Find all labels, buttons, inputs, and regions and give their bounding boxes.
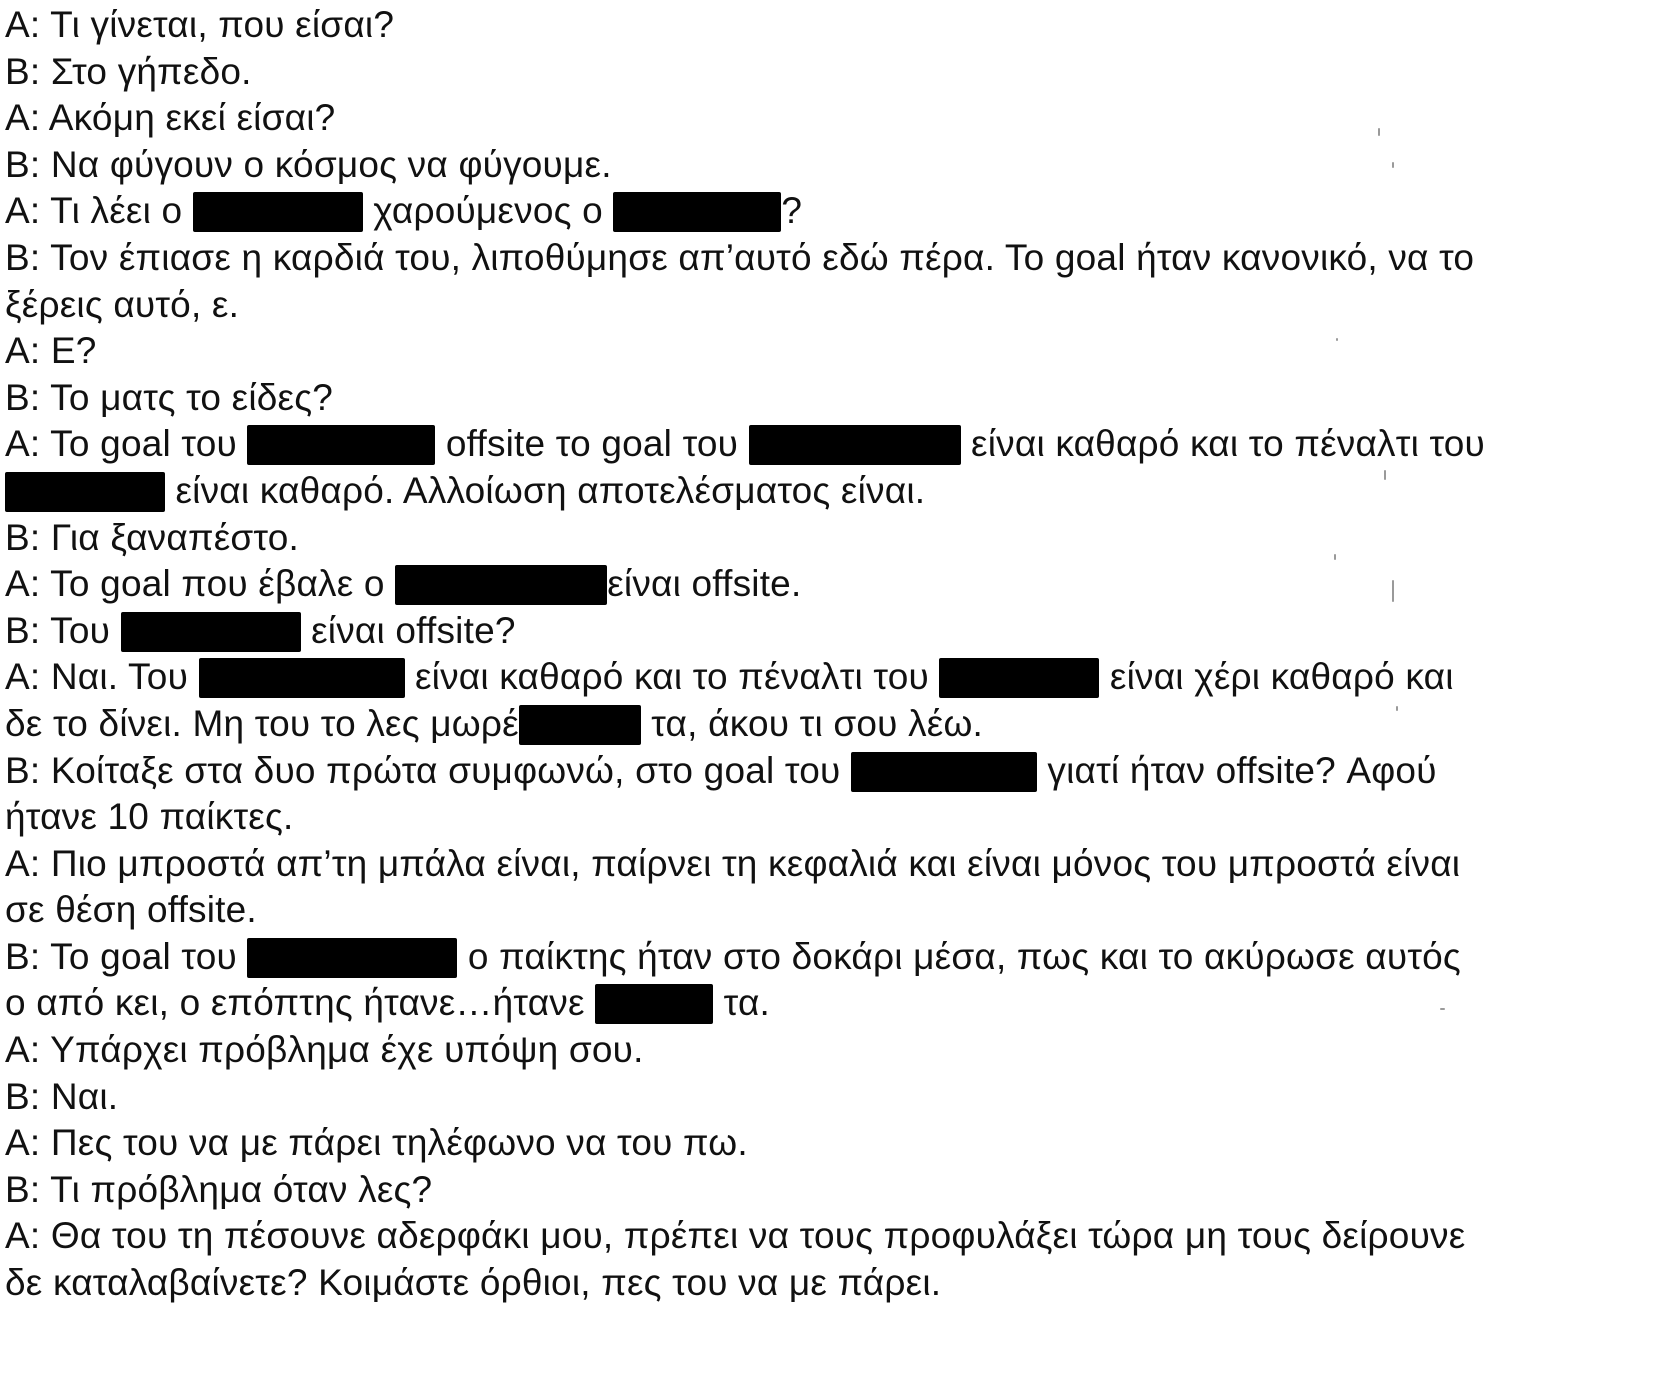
redaction-bar — [613, 192, 781, 232]
line-text: είναι offsite. — [607, 563, 802, 605]
line-text: Α: Το goal που έβαλε ο — [5, 563, 396, 605]
line-text: χαρούμενος ο — [362, 190, 614, 232]
line-text: Α: Υπάρχει πρόβλημα έχε υπόψη σου. — [5, 1029, 644, 1071]
transcript-line — [5, 142, 1645, 189]
transcript-line — [5, 515, 1645, 562]
scan-speck — [1378, 128, 1380, 136]
transcript-line — [5, 421, 1645, 468]
line-text: ? — [781, 190, 803, 232]
line-text: δε καταλαβαίνετε? Κοιμάστε όρθιοι, πες του να με πάρει. — [5, 1262, 942, 1304]
line-text: Α: Θα του τη πέσουνε αδερφάκι μου, πρέπει να τους προφυλάξει τώρα μη τους δείρουνε — [5, 1215, 1466, 1257]
line-text: είναι offsite? — [300, 609, 516, 651]
redaction-bar — [5, 472, 165, 512]
line-text: Β: Το goal του — [5, 935, 248, 977]
redaction-bar — [939, 658, 1099, 698]
transcript-line — [5, 2, 1645, 49]
line-text: είναι χέρι καθαρό και — [1099, 656, 1454, 698]
transcript-line — [5, 748, 1645, 795]
transcript-line — [5, 468, 1645, 515]
line-text: Β: Ναι. — [5, 1075, 119, 1117]
line-text: Α: Τι λέει ο — [5, 190, 193, 232]
scan-speck — [1396, 706, 1398, 711]
transcript-line — [5, 608, 1645, 655]
transcript-line — [5, 561, 1645, 608]
transcript-line — [5, 980, 1645, 1027]
line-text: τα, άκου τι σου λέω. — [640, 702, 984, 744]
line-text: Β: Στο γήπεδο. — [5, 50, 252, 92]
transcript-line — [5, 375, 1645, 422]
line-text: ο από κει, ο επόπτης ήτανε…ήτανε — [5, 982, 596, 1024]
line-text: Α: Ακόμη εκεί είσαι? — [5, 97, 336, 139]
redaction-bar — [851, 752, 1037, 792]
line-text: ήτανε 10 παίκτες. — [5, 796, 294, 838]
transcript-line — [5, 1260, 1645, 1307]
transcript-line — [5, 841, 1645, 888]
transcript-line — [5, 188, 1645, 235]
scan-speck — [1336, 338, 1338, 341]
line-text: Α: Ναι. Του — [5, 656, 199, 698]
transcript-line — [5, 794, 1645, 841]
line-text: Α: Τι γίνεται, που είσαι? — [5, 4, 395, 45]
transcript — [5, 2, 1645, 1307]
transcript-line — [5, 1027, 1645, 1074]
redaction-bar — [595, 984, 713, 1024]
transcript-line — [5, 654, 1645, 701]
redaction-bar — [193, 192, 363, 232]
transcript-line — [5, 95, 1645, 142]
line-text: ο παίκτης ήταν στο δοκάρι μέσα, πως και το ακύρωσε αυτός — [457, 935, 1461, 977]
transcript-line — [5, 887, 1645, 934]
line-text: Β: Τι πρόβλημα όταν λες? — [5, 1168, 433, 1210]
line-text: τα. — [713, 982, 771, 1024]
line-text: γιατί ήταν offsite? Αφού — [1036, 749, 1437, 791]
line-text: offsite το goal του — [435, 423, 749, 465]
line-text: Β: Του — [5, 609, 121, 651]
line-text: Α: Πιο μπροστά απ’τη μπάλα είναι, παίρνει τη κεφαλιά και είναι μόνος του μπροστά είναι — [5, 842, 1461, 884]
scan-speck — [1392, 580, 1394, 602]
scan-speck — [1392, 162, 1394, 168]
redaction-bar — [519, 705, 641, 745]
transcript-line — [5, 1213, 1645, 1260]
redaction-bar — [247, 938, 457, 978]
transcript-line — [5, 282, 1645, 329]
line-text: είναι καθαρό και το πέναλτι του — [960, 423, 1485, 465]
transcript-line — [5, 1120, 1645, 1167]
redaction-bar — [199, 658, 405, 698]
line-text: Β: Για ξαναπέστο. — [5, 516, 299, 558]
line-text: δε το δίνει. Μη του το λες μωρέ — [5, 702, 519, 744]
transcript-line — [5, 235, 1645, 282]
line-text: Α: Πες του να με πάρει τηλέφωνο να του πω. — [5, 1122, 748, 1164]
transcript-line — [5, 328, 1645, 375]
line-text: Β: Τον έπιασε η καρδιά του, λιποθύμησε απ’αυτό εδώ πέρα. Το goal ήταν κανονικό, να το — [5, 236, 1475, 278]
redaction-bar — [247, 425, 435, 465]
line-text: ξέρεις αυτό, ε. — [5, 283, 240, 325]
transcript-line — [5, 1167, 1645, 1214]
line-text: είναι καθαρό και το πέναλτι του — [404, 656, 940, 698]
transcript-line — [5, 49, 1645, 96]
line-text: Β: Το ματς το είδες? — [5, 376, 334, 418]
line-text: Β: Κοίταξε στα δυο πρώτα συμφωνώ, στο goal του — [5, 749, 851, 791]
redaction-bar — [121, 612, 301, 652]
redaction-bar — [749, 425, 961, 465]
scan-speck — [1440, 1008, 1445, 1010]
transcript-line — [5, 1074, 1645, 1121]
transcript-line — [5, 934, 1645, 981]
line-text: σε θέση offsite. — [5, 889, 257, 931]
redaction-bar — [395, 565, 607, 605]
scan-speck — [1334, 554, 1336, 560]
line-text: είναι καθαρό. Αλλοίωση αποτελέσματος είναι. — [165, 469, 926, 511]
scan-speck — [1384, 470, 1386, 480]
line-text: Β: Να φύγουν ο κόσμος να φύγουμε. — [5, 143, 612, 185]
line-text: Α: Ε? — [5, 330, 97, 372]
transcript-line — [5, 701, 1645, 748]
line-text: Α: Το goal του — [5, 423, 248, 465]
